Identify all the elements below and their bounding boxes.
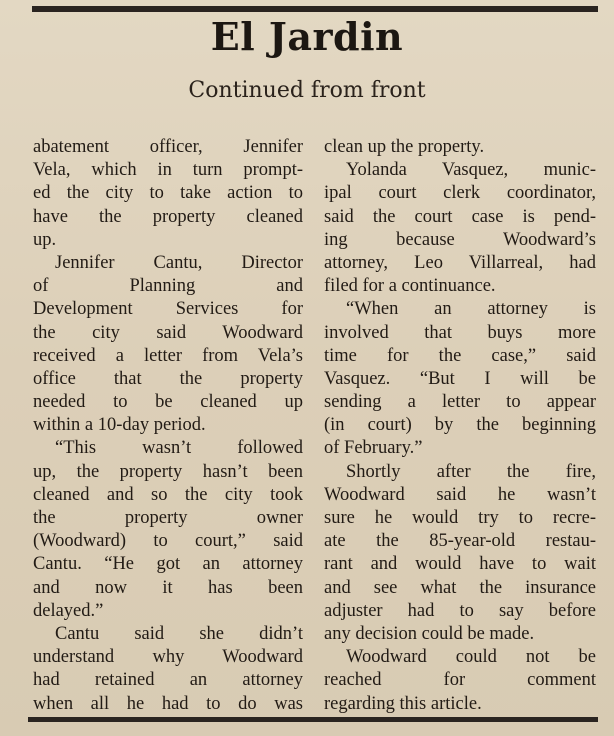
article-line: office that the property xyxy=(33,368,303,389)
article-line: ing because Woodward’s xyxy=(324,229,596,250)
article-line: Woodward could not be xyxy=(346,647,596,668)
article-line: Development Services for xyxy=(33,299,303,320)
article-line: “This wasn’t followed xyxy=(55,438,303,459)
article-line: and now it has been xyxy=(33,577,303,598)
article-line: attorney, Leo Villarreal, had xyxy=(324,252,596,273)
article-line: reached for comment xyxy=(324,670,596,691)
article-line: delayed.” xyxy=(33,600,104,621)
article-line: Jennifer Cantu, Director xyxy=(55,252,303,273)
continued-subtitle: Continued from front xyxy=(188,78,426,103)
left-column xyxy=(33,136,303,716)
article-line: received a letter from Vela’s xyxy=(33,345,303,366)
article-line: the city said Woodward xyxy=(33,322,303,343)
bottom-rule xyxy=(28,717,598,722)
article-line: (Woodward) to court,” said xyxy=(33,531,303,552)
article-line: “When an attorney is xyxy=(346,299,596,320)
article-line: time for the case,” said xyxy=(324,345,596,366)
article-line: have the property cleaned xyxy=(33,206,303,227)
article-line: ate the 85-year-old restau- xyxy=(324,531,596,552)
article-line: regarding this article. xyxy=(324,693,482,714)
article-line: rant and would have to wait xyxy=(324,554,596,575)
article-line: involved that buys more xyxy=(324,322,596,343)
right-column xyxy=(324,136,596,716)
article-line: ipal court clerk coordinator, xyxy=(324,183,596,204)
article-line: Vasquez. “But I will be xyxy=(324,368,596,389)
article-line: filed for a continuance. xyxy=(324,276,496,297)
headline: El Jardin xyxy=(210,14,404,59)
article-line: within a 10-day period. xyxy=(33,415,206,436)
article-line: needed to be cleaned up xyxy=(33,392,303,413)
article-line: clean up the property. xyxy=(324,137,485,157)
article-line: Yolanda Vasquez, munic- xyxy=(346,160,596,181)
article-line: Shortly after the fire, xyxy=(346,461,596,482)
top-rule xyxy=(32,6,598,12)
article-line: Cantu said she didn’t xyxy=(55,623,303,644)
article-line: any decision could be made. xyxy=(324,623,535,644)
article-line: the property owner xyxy=(33,508,303,528)
article-line: and see what the insurance xyxy=(324,577,596,598)
article-line: sure he would try to recre- xyxy=(324,508,596,528)
article-line: said the court case is pend- xyxy=(324,206,596,227)
article-line: Cantu. “He got an attorney xyxy=(33,554,303,575)
article-line: understand why Woodward xyxy=(33,647,303,668)
article-line: (in court) by the beginning xyxy=(324,415,596,436)
article-line: ed the city to take action to xyxy=(33,183,303,204)
article-line: up. xyxy=(33,229,57,250)
article-line: when all he had to do was xyxy=(33,693,303,714)
article-line: sending a letter to appear xyxy=(324,392,596,413)
article-line: up, the property hasn’t been xyxy=(33,461,303,482)
article-line: cleaned and so the city took xyxy=(33,484,303,505)
article-line: adjuster had to say before xyxy=(324,600,596,621)
article-line: of February.” xyxy=(324,438,423,459)
article-line: Vela, which in turn prompt- xyxy=(33,160,303,181)
article-line: abatement officer, Jennifer xyxy=(33,137,303,157)
article-line: Woodward said he wasn’t xyxy=(324,484,596,505)
article-line: had retained an attorney xyxy=(33,670,303,691)
article-line: of Planning and xyxy=(33,276,303,297)
